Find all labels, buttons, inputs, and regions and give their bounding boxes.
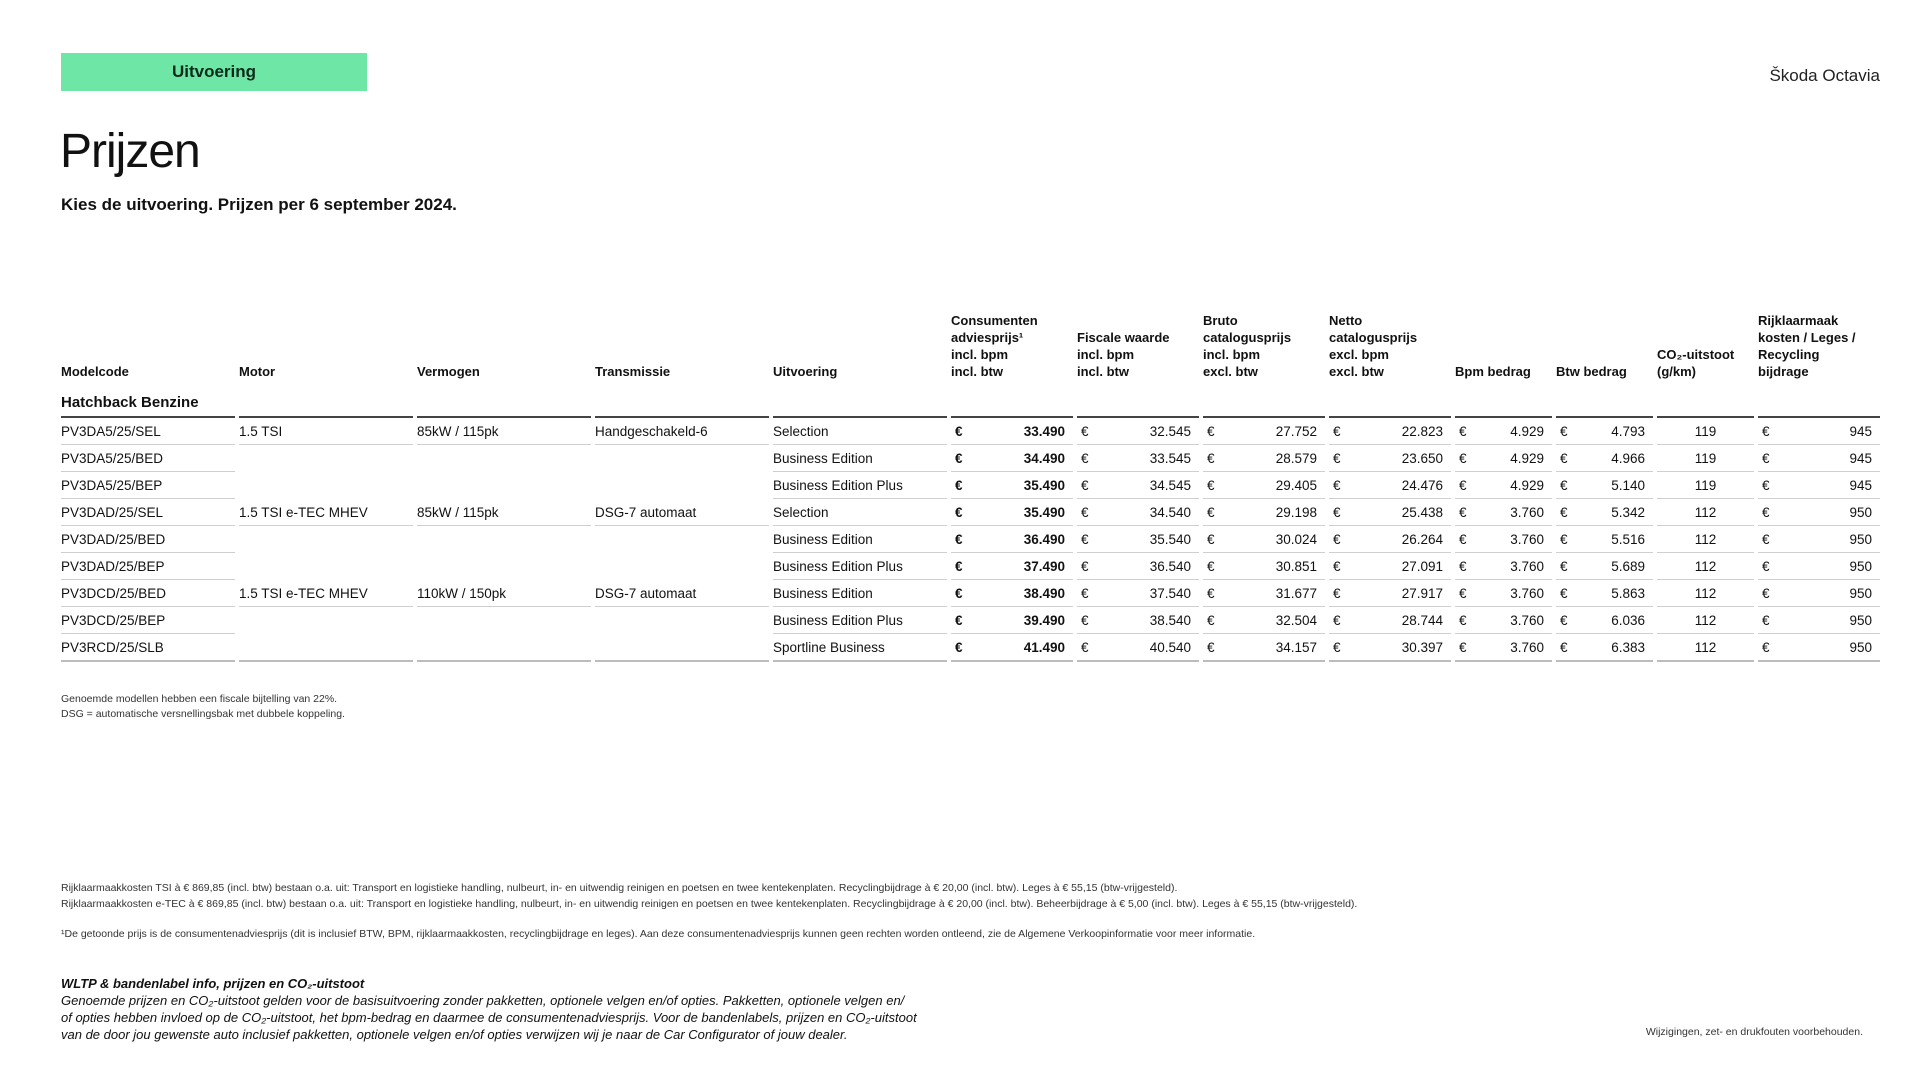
currency-symbol: € (1333, 531, 1341, 547)
col-header-netto: Netto catalogusprijs excl. bpm excl. btw (1329, 313, 1418, 379)
amount: 32.504 (1275, 612, 1317, 628)
amount: 29.198 (1275, 504, 1317, 520)
cell-transmissie (595, 634, 769, 662)
cell-uitvoering: Selection (773, 418, 947, 445)
cell-uitvoering: Business Edition (773, 445, 947, 472)
currency-symbol: € (1207, 612, 1215, 628)
amount: 34.157 (1275, 639, 1317, 655)
amount: 35.540 (1149, 531, 1191, 547)
table-row (61, 418, 1880, 445)
wltp-info (61, 975, 1021, 1043)
table-header-row (61, 312, 1880, 388)
cell-netto (1329, 553, 1451, 580)
amount: 5.863 (1611, 585, 1645, 601)
cell-co2: 112 (1657, 499, 1754, 526)
brand-label: Škoda Octavia (1769, 66, 1880, 85)
cell-vermogen (417, 607, 591, 634)
cell-consument (951, 607, 1073, 634)
cell-netto (1329, 607, 1451, 634)
amount: 23.650 (1401, 450, 1443, 466)
amount: 3.760 (1510, 558, 1544, 574)
currency-symbol: € (1560, 558, 1568, 574)
cell-vermogen (417, 553, 591, 580)
amount: 27.091 (1401, 558, 1443, 574)
col-header-rijklaar: Rijklaarmaak kosten / Leges / Recycling bijdrage (1758, 313, 1856, 379)
cell-uitvoering: Business Edition (773, 526, 947, 553)
cell-code: PV3DCD/25/BEP (61, 607, 235, 634)
amount: 27.917 (1401, 585, 1443, 601)
amount: 6.036 (1611, 612, 1645, 628)
cell-consument (951, 472, 1073, 499)
currency-symbol: € (955, 558, 963, 574)
amount: 950 (1849, 639, 1872, 655)
amount: 32.545 (1149, 423, 1191, 439)
amount: 3.760 (1510, 612, 1544, 628)
currency-symbol: € (1081, 585, 1089, 601)
amount: 4.966 (1611, 450, 1645, 466)
cell-netto (1329, 472, 1451, 499)
cell-consument (951, 553, 1073, 580)
amount: 3.760 (1510, 585, 1544, 601)
currency-symbol: € (1333, 477, 1341, 493)
currency-symbol: € (955, 585, 963, 601)
cell-btw (1556, 499, 1653, 526)
wltp-line: of opties hebben invloed op de CO₂-uitstoot, het bpm-bedrag en daarmee de consumentenadviesprijs. Voor de bandenlabels, prijzen en CO₂-uitstoot (61, 1010, 917, 1025)
currency-symbol: € (1762, 504, 1770, 520)
currency-symbol: € (955, 423, 963, 439)
cell-fiscaal (1077, 418, 1199, 445)
cell-code: PV3DAD/25/BEP (61, 553, 235, 580)
currency-symbol: € (1762, 612, 1770, 628)
cell-fiscaal (1077, 607, 1199, 634)
currency-symbol: € (1081, 504, 1089, 520)
cell-netto (1329, 580, 1451, 607)
cell-bruto (1203, 499, 1325, 526)
cell-co2: 112 (1657, 634, 1754, 662)
amount: 24.476 (1401, 477, 1443, 493)
cell-uitvoering: Business Edition Plus (773, 607, 947, 634)
currency-symbol: € (1459, 450, 1467, 466)
cell-btw (1556, 445, 1653, 472)
cell-code: PV3DCD/25/BED (61, 580, 235, 607)
cell-motor (239, 607, 413, 634)
cell-vermogen (417, 445, 591, 472)
amount: 945 (1849, 450, 1872, 466)
amount: 3.760 (1510, 639, 1544, 655)
currency-symbol: € (955, 477, 963, 493)
cell-transmissie (595, 553, 769, 580)
table-row (61, 553, 1880, 580)
cell-btw (1556, 418, 1653, 445)
amount: 33.545 (1149, 450, 1191, 466)
cell-bpm (1455, 634, 1552, 662)
currency-symbol: € (1762, 585, 1770, 601)
currency-symbol: € (1207, 639, 1215, 655)
cell-transmissie: Handgeschakeld-6 (595, 418, 769, 445)
amount: 5.140 (1611, 477, 1645, 493)
amount: 4.929 (1510, 423, 1544, 439)
cell-vermogen (417, 526, 591, 553)
col-header-co2: CO₂-uitstoot (g/km) (1657, 347, 1735, 379)
amount: 5.342 (1611, 504, 1645, 520)
currency-symbol: € (1560, 639, 1568, 655)
cell-btw (1556, 634, 1653, 662)
amount: 31.677 (1275, 585, 1317, 601)
amount: 5.516 (1611, 531, 1645, 547)
cell-motor (239, 553, 413, 580)
currency-symbol: € (1459, 531, 1467, 547)
amount: 22.823 (1401, 423, 1443, 439)
currency-symbol: € (1333, 639, 1341, 655)
currency-symbol: € (1560, 423, 1568, 439)
cell-rijklaar (1758, 499, 1880, 526)
cell-bruto (1203, 472, 1325, 499)
fine-print-tsi: Rijklaarmaakkosten TSI à € 869,85 (incl. btw) bestaan o.a. uit: Transport en logistieke handling, nulbeurt, in- en uitwendig reinigen en poetsen en twee kentekenplaten. Recyclingbijdrage à € 20,00 (incl. btw). Leges à € 55,15 (btw-vrijgesteld). (61, 882, 1178, 894)
cell-btw (1556, 607, 1653, 634)
fine-print-etec: Rijklaarmaakkosten e-TEC à € 869,85 (incl. btw) bestaan o.a. uit: Transport en logistieke handling, nulbeurt, in- en uitwendig reinigen en poetsen en twee kentekenplaten. Recyclingbijdrage à € 20,00 (incl. btw). Beheerbijdrage à € 5,00 (incl. btw). Leges à € 55,15 (btw-vrijgesteld). (61, 898, 1358, 910)
table-row (61, 526, 1880, 553)
currency-symbol: € (1207, 504, 1215, 520)
amount: 35.490 (1023, 477, 1065, 493)
amount: 34.540 (1149, 504, 1191, 520)
wltp-title: WLTP & bandenlabel info, prijzen en CO₂-uitstoot (61, 976, 365, 991)
amount: 37.490 (1023, 558, 1065, 574)
currency-symbol: € (1207, 558, 1215, 574)
cell-fiscaal (1077, 445, 1199, 472)
amount: 3.760 (1510, 531, 1544, 547)
cell-fiscaal (1077, 553, 1199, 580)
cell-btw (1556, 580, 1653, 607)
cell-motor (239, 526, 413, 553)
wltp-line: van de door jou gewenste auto inclusief pakketten, optionele velgen en/of opties verwijzen wij je naar de Car Configurator of jouw dealer. (61, 1027, 848, 1042)
cell-transmissie: DSG-7 automaat (595, 580, 769, 607)
amount: 950 (1849, 504, 1872, 520)
table-row (61, 580, 1880, 607)
section-label: Hatchback Benzine (61, 388, 235, 418)
page-title: Prijzen (60, 125, 200, 178)
currency-symbol: € (1081, 639, 1089, 655)
cell-fiscaal (1077, 634, 1199, 662)
amount: 30.851 (1275, 558, 1317, 574)
cell-fiscaal (1077, 580, 1199, 607)
cell-co2: 112 (1657, 553, 1754, 580)
col-header-uitvoering: Uitvoering (773, 364, 838, 379)
currency-symbol: € (1459, 477, 1467, 493)
cell-rijklaar (1758, 526, 1880, 553)
currency-symbol: € (1560, 531, 1568, 547)
currency-symbol: € (1333, 612, 1341, 628)
cell-bruto (1203, 526, 1325, 553)
cell-motor (239, 634, 413, 662)
amount: 28.579 (1275, 450, 1317, 466)
cell-vermogen: 85kW / 115pk (417, 418, 591, 445)
cell-netto (1329, 499, 1451, 526)
cell-btw (1556, 553, 1653, 580)
currency-symbol: € (1560, 504, 1568, 520)
amount: 38.540 (1149, 612, 1191, 628)
amount: 950 (1849, 585, 1872, 601)
cell-bruto (1203, 580, 1325, 607)
currency-symbol: € (1762, 531, 1770, 547)
fine-print-footnote: ¹De getoonde prijs is de consumentenadviesprijs (dit is inclusief BTW, BPM, rijklaarmaakkosten, recyclingbijdrage en leges). Aan deze consumentenadviesprijs kunnen geen rechten worden ontleend, zie de Algemene Verkoopinformatie voor meer informatie. (61, 928, 1256, 940)
amount: 39.490 (1023, 612, 1065, 628)
cell-motor: 1.5 TSI (239, 418, 413, 445)
cell-vermogen: 85kW / 115pk (417, 499, 591, 526)
amount: 35.490 (1023, 504, 1065, 520)
cell-uitvoering: Sportline Business (773, 634, 947, 662)
cell-co2: 119 (1657, 418, 1754, 445)
currency-symbol: € (955, 612, 963, 628)
cell-netto (1329, 634, 1451, 662)
cell-code: PV3DA5/25/SEL (61, 418, 235, 445)
notes (61, 692, 345, 722)
cell-motor: 1.5 TSI e-TEC MHEV (239, 580, 413, 607)
currency-symbol: € (1081, 477, 1089, 493)
amount: 4.793 (1611, 423, 1645, 439)
cell-bpm (1455, 580, 1552, 607)
currency-symbol: € (1081, 450, 1089, 466)
cell-rijklaar (1758, 445, 1880, 472)
cell-fiscaal (1077, 526, 1199, 553)
amount: 30.024 (1275, 531, 1317, 547)
amount: 4.929 (1510, 477, 1544, 493)
amount: 6.383 (1611, 639, 1645, 655)
amount: 27.752 (1275, 423, 1317, 439)
amount: 4.929 (1510, 450, 1544, 466)
cell-rijklaar (1758, 553, 1880, 580)
cell-bpm (1455, 472, 1552, 499)
note-dsg: DSG = automatische versnellingsbak met dubbele koppeling. (61, 708, 345, 720)
currency-symbol: € (1081, 423, 1089, 439)
currency-symbol: € (1560, 612, 1568, 628)
currency-symbol: € (1560, 450, 1568, 466)
cell-uitvoering: Business Edition Plus (773, 472, 947, 499)
currency-symbol: € (1560, 585, 1568, 601)
amount: 34.545 (1149, 477, 1191, 493)
cell-bruto (1203, 445, 1325, 472)
currency-symbol: € (1459, 639, 1467, 655)
currency-symbol: € (1207, 450, 1215, 466)
cell-code: PV3DAD/25/SEL (61, 499, 235, 526)
cell-netto (1329, 445, 1451, 472)
cell-rijklaar (1758, 607, 1880, 634)
currency-symbol: € (1207, 585, 1215, 601)
cell-rijklaar (1758, 580, 1880, 607)
cell-transmissie (595, 445, 769, 472)
cell-netto (1329, 418, 1451, 445)
cell-uitvoering: Selection (773, 499, 947, 526)
amount: 28.744 (1401, 612, 1443, 628)
amount: 945 (1849, 477, 1872, 493)
section-row (61, 388, 1880, 418)
currency-symbol: € (1333, 504, 1341, 520)
cell-fiscaal (1077, 472, 1199, 499)
cell-code: PV3DA5/25/BED (61, 445, 235, 472)
cell-bruto (1203, 418, 1325, 445)
cell-consument (951, 580, 1073, 607)
amount: 25.438 (1401, 504, 1443, 520)
col-header-vermogen: Vermogen (417, 364, 480, 379)
cell-code: PV3DAD/25/BED (61, 526, 235, 553)
currency-symbol: € (1207, 477, 1215, 493)
currency-symbol: € (1333, 450, 1341, 466)
cell-consument (951, 634, 1073, 662)
currency-symbol: € (1333, 585, 1341, 601)
cell-rijklaar (1758, 472, 1880, 499)
currency-symbol: € (1459, 558, 1467, 574)
col-header-transmissie: Transmissie (595, 364, 671, 379)
cell-transmissie (595, 526, 769, 553)
currency-symbol: € (1333, 558, 1341, 574)
cell-rijklaar (1758, 418, 1880, 445)
amount: 41.490 (1023, 639, 1065, 655)
cell-transmissie (595, 472, 769, 499)
cell-code: PV3RCD/25/SLB (61, 634, 235, 662)
cell-co2: 112 (1657, 526, 1754, 553)
cell-co2: 119 (1657, 472, 1754, 499)
currency-symbol: € (1207, 423, 1215, 439)
amount: 29.405 (1275, 477, 1317, 493)
currency-symbol: € (955, 450, 963, 466)
table-row (61, 607, 1880, 634)
cell-co2: 112 (1657, 607, 1754, 634)
wltp-line: Genoemde prijzen en CO₂-uitstoot gelden voor de basisuitvoering zonder pakketten, optionele velgen en/of opties. Pakketten, optionele velgen en/ (61, 993, 905, 1008)
cell-vermogen (417, 634, 591, 662)
cell-bpm (1455, 499, 1552, 526)
amount: 37.540 (1149, 585, 1191, 601)
cell-btw (1556, 472, 1653, 499)
currency-symbol: € (1762, 477, 1770, 493)
currency-symbol: € (1762, 558, 1770, 574)
table-row (61, 634, 1880, 662)
amount: 950 (1849, 612, 1872, 628)
amount: 5.689 (1611, 558, 1645, 574)
currency-symbol: € (1207, 531, 1215, 547)
cell-co2: 112 (1657, 580, 1754, 607)
amount: 33.490 (1023, 423, 1065, 439)
tab-uitvoering[interactable]: Uitvoering (61, 53, 367, 91)
cell-consument (951, 418, 1073, 445)
currency-symbol: € (955, 504, 963, 520)
col-header-btw: Btw bedrag (1556, 364, 1627, 379)
cell-bruto (1203, 607, 1325, 634)
fine-print (61, 880, 1357, 942)
currency-symbol: € (1459, 612, 1467, 628)
currency-symbol: € (1762, 639, 1770, 655)
currency-symbol: € (1560, 477, 1568, 493)
cell-code: PV3DA5/25/BEP (61, 472, 235, 499)
amount: 36.490 (1023, 531, 1065, 547)
amount: 3.760 (1510, 504, 1544, 520)
amount: 26.264 (1401, 531, 1443, 547)
col-header-consumentenprijs: Consumenten adviesprijs¹ incl. bpm incl. btw (951, 313, 1038, 379)
currency-symbol: € (1459, 504, 1467, 520)
currency-symbol: € (955, 531, 963, 547)
col-header-motor: Motor (239, 364, 276, 379)
col-header-fiscale-waarde: Fiscale waarde incl. bpm incl. btw (1077, 330, 1170, 379)
cell-vermogen: 110kW / 150pk (417, 580, 591, 607)
cell-consument (951, 526, 1073, 553)
currency-symbol: € (1081, 612, 1089, 628)
cell-co2: 119 (1657, 445, 1754, 472)
cell-netto (1329, 526, 1451, 553)
cell-bruto (1203, 634, 1325, 662)
currency-symbol: € (1459, 423, 1467, 439)
cell-bpm (1455, 553, 1552, 580)
currency-symbol: € (1459, 585, 1467, 601)
currency-symbol: € (1333, 423, 1341, 439)
col-header-bpm: Bpm bedrag (1455, 364, 1531, 379)
cell-uitvoering: Business Edition (773, 580, 947, 607)
amount: 38.490 (1023, 585, 1065, 601)
page-subtitle: Kies de uitvoering. Prijzen per 6 september 2024. (61, 195, 457, 214)
cell-motor (239, 445, 413, 472)
amount: 950 (1849, 558, 1872, 574)
amount: 40.540 (1149, 639, 1191, 655)
cell-vermogen (417, 472, 591, 499)
cell-consument (951, 445, 1073, 472)
amount: 30.397 (1401, 639, 1443, 655)
amount: 945 (1849, 423, 1872, 439)
currency-symbol: € (1762, 423, 1770, 439)
cell-bpm (1455, 418, 1552, 445)
cell-uitvoering: Business Edition Plus (773, 553, 947, 580)
note-bijtelling: Genoemde modellen hebben een fiscale bijtelling van 22%. (61, 693, 338, 705)
currency-symbol: € (1081, 531, 1089, 547)
cell-transmissie (595, 607, 769, 634)
cell-btw (1556, 526, 1653, 553)
amount: 950 (1849, 531, 1872, 547)
cell-transmissie: DSG-7 automaat (595, 499, 769, 526)
currency-symbol: € (1081, 558, 1089, 574)
cell-motor: 1.5 TSI e-TEC MHEV (239, 499, 413, 526)
table-row (61, 445, 1880, 472)
currency-symbol: € (1762, 450, 1770, 466)
amount: 34.490 (1023, 450, 1065, 466)
table-row (61, 499, 1880, 526)
cell-bpm (1455, 607, 1552, 634)
cell-consument (951, 499, 1073, 526)
cell-bruto (1203, 553, 1325, 580)
amount: 36.540 (1149, 558, 1191, 574)
cell-motor (239, 472, 413, 499)
col-header-bruto: Bruto catalogusprijs incl. bpm excl. btw (1203, 313, 1292, 379)
cell-rijklaar (1758, 634, 1880, 662)
col-header-modelcode: Modelcode (61, 364, 129, 379)
disclaimer: Wijzigingen, zet- en drukfouten voorbehouden. (1645, 1026, 1863, 1038)
cell-fiscaal (1077, 499, 1199, 526)
table-row (61, 472, 1880, 499)
price-table (57, 312, 1884, 662)
currency-symbol: € (955, 639, 963, 655)
cell-bpm (1455, 445, 1552, 472)
cell-bpm (1455, 526, 1552, 553)
